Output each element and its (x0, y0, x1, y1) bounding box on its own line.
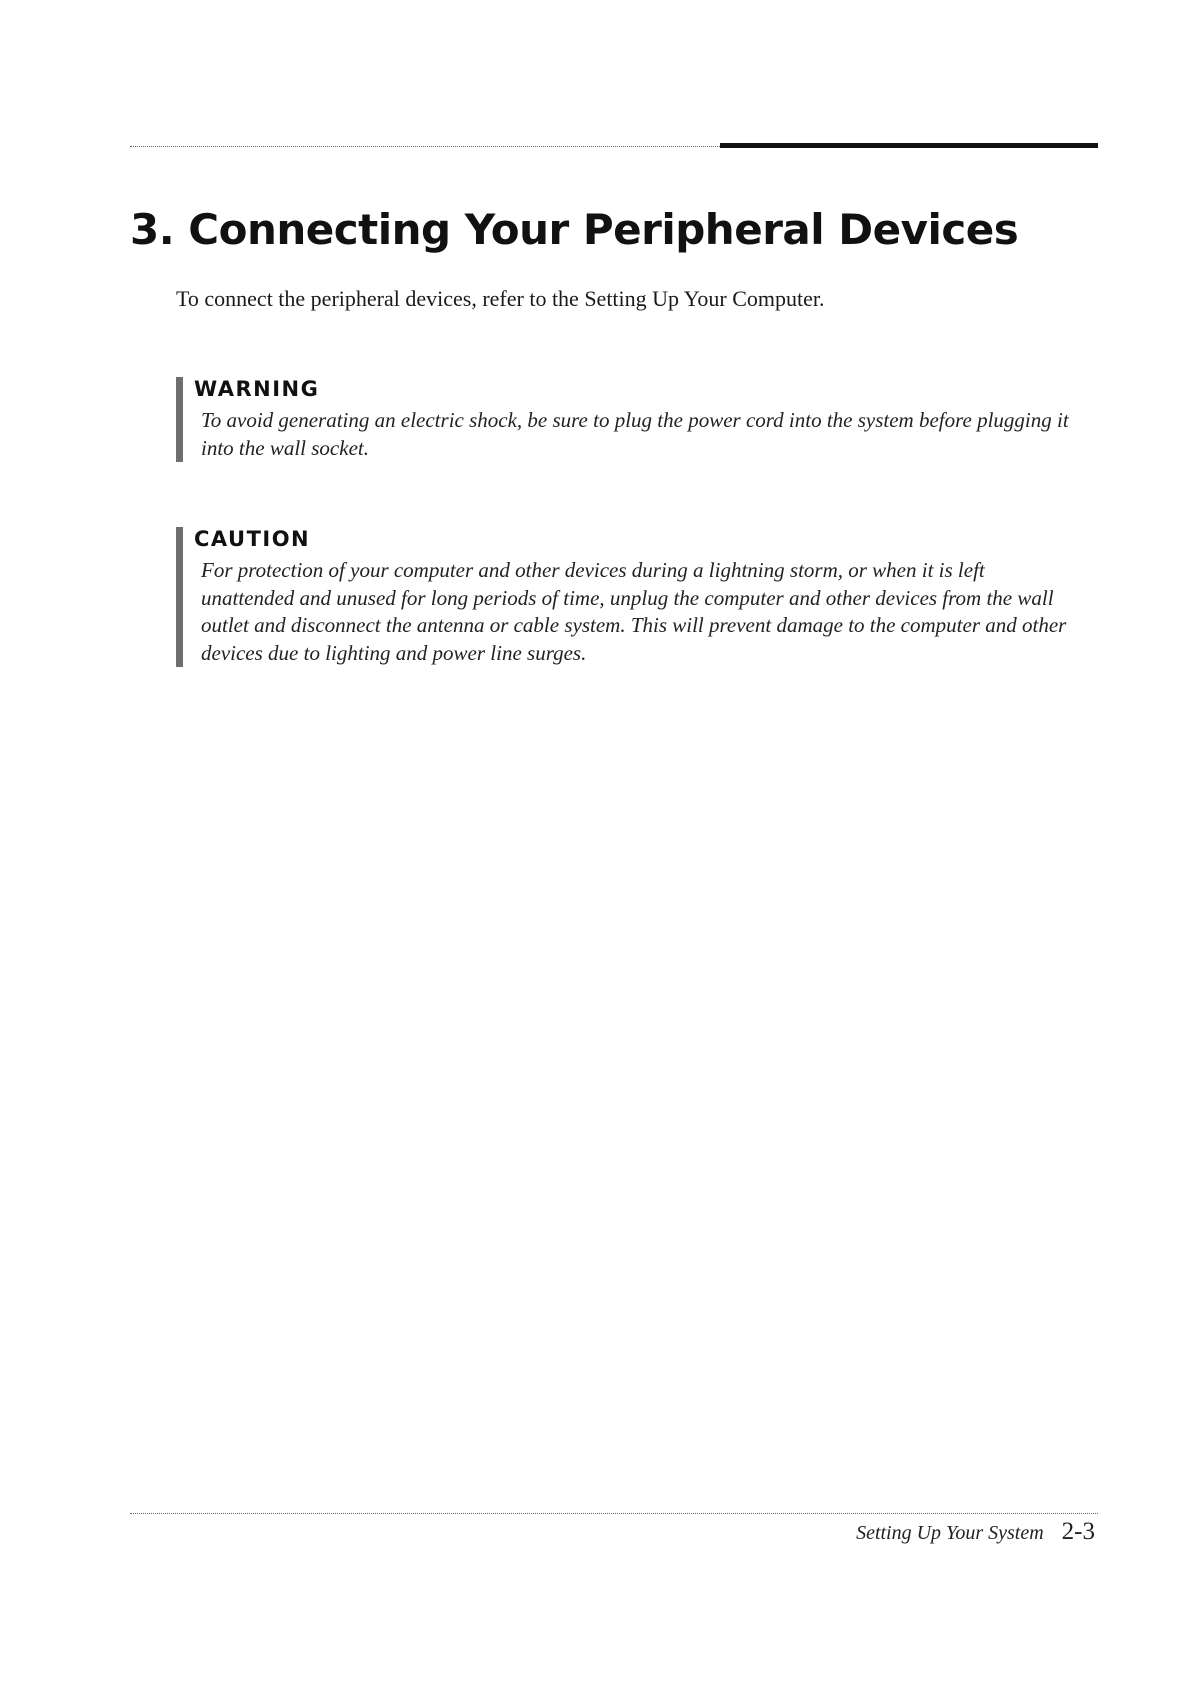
warning-text: To avoid generating an electric shock, be sure to plug the power cord into the system before plugging it into the wall socket. (201, 408, 1069, 460)
caution-side-bar (176, 527, 183, 667)
footer-chapter-title: Setting Up Your System (856, 1522, 1044, 1544)
warning-side-bar (176, 377, 183, 462)
intro-paragraph: To connect the peripheral devices, refer to the Setting Up Your Computer. (176, 286, 825, 311)
caution-text: For protection of your computer and other devices during a lightning storm, or when it is left unattended and unused for long periods of time, unplug the computer and other devices from the wall outlet and disconnect the antenna or cable system. This will prevent damage to the computer and other devices due to lighting and power line surges. (201, 558, 1067, 665)
footer-dotted-rule (130, 1513, 1098, 1514)
warning-heading: WARNING (194, 377, 320, 401)
caution-heading: CAUTION (194, 527, 311, 551)
footer-page-number: 2-3 (1061, 1518, 1095, 1545)
header-solid-rule (720, 143, 1098, 148)
warning-notice (176, 377, 1094, 462)
section-title: 3. Connecting Your Peripheral Devices (130, 205, 1019, 254)
page-footer (856, 1518, 1095, 1546)
caution-notice (176, 527, 1094, 667)
header-dotted-rule (130, 146, 720, 147)
